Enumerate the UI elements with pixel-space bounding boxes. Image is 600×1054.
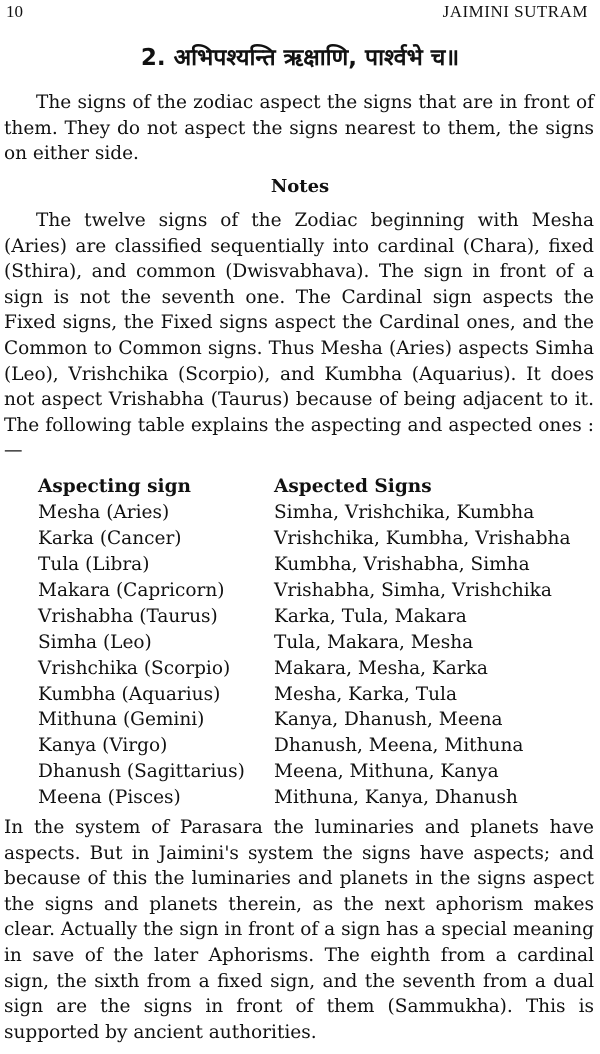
- table-row: [38, 681, 571, 707]
- table-row: [38, 578, 571, 604]
- aspected-signs-cell: Kanya, Dhanush, Meena: [274, 709, 503, 731]
- aspecting-sign-cell: Makara (Capricorn): [38, 580, 225, 601]
- page-number: 10: [6, 2, 23, 21]
- aspected-signs-cell: Dhanush, Meena, Mithuna: [274, 735, 524, 757]
- aspected-signs-cell: Simha, Vrishchika, Kumbha: [274, 502, 535, 524]
- table-row: [38, 603, 571, 629]
- table-row: [38, 629, 571, 655]
- running-title: JAIMINI SUTRAM: [442, 2, 588, 21]
- table-row: [38, 500, 571, 526]
- aspected-signs-cell: Makara, Mesha, Karka: [274, 657, 488, 679]
- notes-heading: Notes: [270, 176, 330, 197]
- column-header-aspected: Aspected Signs: [274, 476, 432, 498]
- aspecting-sign-cell: Mithuna (Gemini): [38, 709, 205, 731]
- aspecting-sign-cell: Tula (Libra): [38, 554, 150, 576]
- table-header-row: [38, 474, 571, 500]
- aspecting-sign-cell: Simha (Leo): [38, 631, 152, 653]
- aspecting-sign-cell: Mesha (Aries): [38, 502, 170, 524]
- aspected-signs-cell: Mithuna, Kanya, Dhanush: [274, 787, 518, 809]
- aspected-signs-cell: Meena, Mithuna, Kanya: [274, 761, 499, 783]
- aspecting-sign-cell: Meena (Pisces): [38, 787, 181, 809]
- intro-paragraph: The signs of the zodiac aspect the signs that are in front of them. They do not aspect the signs nearest to them, the signs on either side.: [4, 92, 594, 165]
- table-row: [38, 785, 571, 811]
- column-header-aspecting: Aspecting sign: [38, 476, 191, 498]
- aspected-signs-cell: Kumbha, Vrishabha, Simha: [274, 554, 530, 576]
- table-row: [38, 526, 571, 552]
- aspected-signs-cell: Karka, Tula, Makara: [274, 605, 467, 627]
- sutra-heading: 2. अभिपश्यन्ति ऋक्षाणि, पार्श्वभे च॥: [140, 45, 460, 71]
- table-body: [38, 500, 571, 811]
- aspecting-sign-cell: Dhanush (Sagittarius): [38, 761, 245, 783]
- table-row: [38, 655, 571, 681]
- aspecting-sign-cell: Kanya (Virgo): [38, 735, 168, 757]
- closing-paragraph: In the system of Parasara the luminaries and planets have aspects. But in Jaimini's system the signs have aspects; and because of this the luminaries and planets in the signs aspect the signs and planets therein, as the next aphorism makes clear. Actually the sign in front of a sign has a special meaning in save of the later Aphorisms. The eighth from a cardinal sign, the sixth from a fixed sign, and the seventh from a dual sign are the signs in front of them (Sammukha). This is supported by ancient authorities.: [4, 817, 594, 1043]
- aspecting-sign-cell: Vrishchika (Scorpio): [38, 657, 231, 679]
- table-row: [38, 733, 571, 759]
- notes-paragraph: The twelve signs of the Zodiac beginning with Mesha (Aries) are classified sequentially into cardinal (Chara), fixed (Sthira), and common (Dwisvabhava). The sign in front of a sign is not the seventh one. The Cardinal sign aspects the Fixed signs, the Fixed signs aspect the Cardinal ones, and the Common to Common signs. Thus Mesha (Aries) aspects Simha (Leo), Vrishchika (Scorpio), and Kumbha (Aquarius). It does not aspect Vrishabha (Taurus) because of being adjacent to it. The following table explains the aspecting and aspected ones :—: [4, 210, 594, 462]
- aspected-signs-cell: Mesha, Karka, Tula: [274, 683, 457, 705]
- aspecting-sign-cell: Karka (Cancer): [38, 528, 182, 550]
- table-row: [38, 552, 571, 578]
- table-row: [38, 707, 571, 733]
- aspected-signs-cell: Vrishabha, Simha, Vrishchika: [274, 580, 552, 601]
- table-row: [38, 759, 571, 785]
- aspected-signs-cell: Tula, Makara, Mesha: [274, 631, 474, 653]
- aspecting-sign-cell: Kumbha (Aquarius): [38, 683, 221, 705]
- aspect-table: [38, 474, 571, 811]
- page-header: [0, 0, 600, 28]
- aspected-signs-cell: Vrishchika, Kumbha, Vrishabha: [274, 528, 571, 550]
- aspecting-sign-cell: Vrishabha (Taurus): [38, 605, 218, 627]
